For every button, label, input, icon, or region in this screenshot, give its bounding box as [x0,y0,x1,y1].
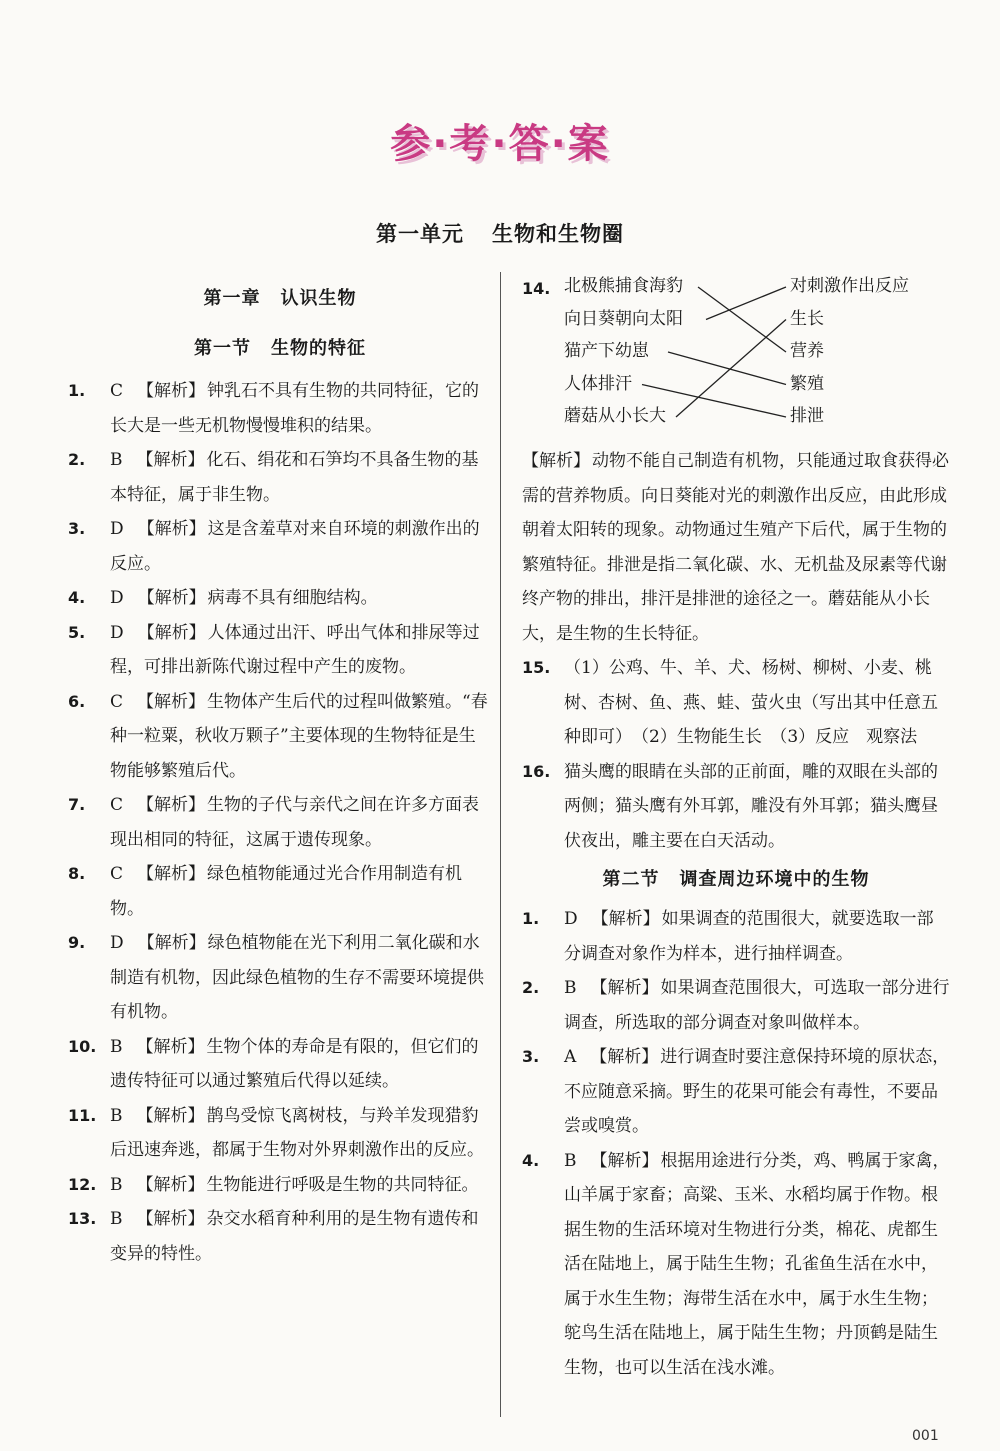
question-number: 5. [68,622,86,642]
answer-choice: A [564,1047,577,1067]
answer-list [68,374,492,1271]
answer-item [522,1040,950,1144]
unit-number: 第一单元 [376,222,464,246]
match-left-item: 蘑菇从小长大 [564,406,666,426]
match-right-item: 繁殖 [790,373,824,394]
explanation-text: 根据用途进行分类，鸡、鸭属于家禽，山羊属于家畜；高粱、玉米、水稻均属于作物。根据生物的生活环境对生物进行分类，棉花、虎都生活在陆地上，属于陆生生物；孔雀鱼生活在水中，属于水生生物；海带生活在水中，属于水生生物；鸵鸟生活在陆地上，属于陆生生物；丹顶鹤是陆生生物，也可以生活在浅水滩。 [564,1150,950,1378]
explanation-text: 鹊鸟受惊飞离树枝，与羚羊发现猎豹后迅速奔逃，都属于生物对外界刺激作出的反应。 [110,1105,484,1160]
section-name: 调查周边环境中的生物 [679,869,870,890]
question-14 [522,272,950,444]
match-right-item: 排泄 [790,406,824,426]
column-divider [500,272,501,1417]
question-number: 4. [522,1150,540,1170]
answer-choice: B [564,978,577,998]
explanation-text: 绿色植物能在光下利用二氧化碳和水制造有机物，因此绿色植物的生存不需要环境提供有机物。 [110,933,484,1022]
analysis-tag: 【解析】 [137,519,206,539]
question-number: 12. [68,1174,97,1194]
question-number: 6. [68,691,86,711]
answer-choice: C [110,691,124,712]
match-left-item: 向日葵朝向太阳 [564,308,683,329]
question-number: 4. [68,588,86,607]
answer-choice: C [110,864,124,884]
left-column [68,274,492,1271]
explanation-text: 杂交水稻育种利用的是生物有遗传和变异的特性。 [110,1209,479,1264]
analysis-tag: 【解析】 [136,1105,205,1126]
answer-item [68,926,492,1030]
analysis-tag: 【解析】 [137,381,206,401]
answer-choice: B [110,450,123,470]
answer-item [68,443,492,512]
question-number: 8. [68,864,86,883]
answer-item [68,685,492,789]
answer-item [68,788,492,857]
answer-choice: D [110,588,124,608]
answer-item [522,971,950,1040]
section-heading [522,858,950,902]
question-15 [522,651,950,755]
analysis-tag: 【解析】 [522,451,590,471]
answer-item [68,1099,492,1168]
question-number: 16. [522,761,551,781]
question-number: 9. [68,933,86,952]
explanation-text: 如果调查的范围很大，就要选取一部分调查对象作为样本，进行抽样调查。 [564,909,934,964]
answer-item [522,902,950,971]
question-number: 14. [522,279,551,298]
analysis-tag: 【解析】 [590,1047,659,1067]
explanation-text: 生物体产生后代的过程叫做繁殖。“春种一粒粟，秋收万颗子”主要体现的生物特征是生物能够繁殖后代。 [110,691,488,781]
analysis-tag: 【解析】 [137,691,206,712]
question-number: 2. [68,450,86,469]
answer-text: （1）公鸡、牛、羊、犬、杨树、柳树、小麦、桃树、杏树、鱼、燕、蛙、萤火虫（写出其中任意五种即可） （2）生物能生长 （3）反应 观察法 [564,658,938,747]
explanation-text: 这是含羞草对来自环境的刺激作出的反应。 [110,519,480,574]
question-number: 3. [522,1047,540,1066]
chapter-name: 认识生物 [280,288,357,309]
answer-choice: D [110,622,124,643]
question-number: 3. [68,519,86,538]
chapter-heading [68,274,492,324]
match-left-item: 人体排汗 [564,373,632,394]
section-number: 第二节 [602,869,660,890]
answer-choice: C [110,795,124,815]
analysis-tag: 【解析】 [590,978,659,998]
explanation-text: 生物个体的寿命是有限的，但它们的遗传特征可以通过繁殖后代得以延续。 [110,1036,479,1091]
explanation-text: 病毒不具有细胞结构。 [207,588,378,608]
match-line [676,320,786,418]
question-16 [522,755,950,859]
explanation-text: 化石、绢花和石笋均不具备生物的基本特征，属于非生物。 [110,450,479,505]
answer-item [68,512,492,581]
answer-choice: D [110,519,124,539]
page-title: 参·考·答·案 [390,121,610,167]
match-left-item: 北极熊捕食海豹 [564,276,683,296]
section-name: 生物的特征 [271,338,366,359]
analysis-tag: 【解析】 [137,933,206,953]
match-line [706,287,786,320]
answer-choice: B [110,1209,123,1229]
section-number: 第一节 [194,338,251,359]
analysis-tag: 【解析】 [591,909,660,929]
match-line [698,287,786,352]
question-number: 7. [68,795,86,814]
answer-list [522,902,950,1385]
explanation-text: 绿色植物能通过光合作用制造有机物。 [110,864,463,919]
analysis-tag: 【解析】 [590,1150,659,1171]
question-number: 13. [68,1209,97,1228]
explanation-text: 人体通过出汗、呼出气体和排尿等过程，可排出新陈代谢过程中产生的废物。 [110,622,480,677]
section-heading [68,324,492,374]
explanation-text: 生物的子代与亲代之间在许多方面表现出相同的特征，这属于遗传现象。 [110,795,480,850]
answer-item [68,1030,492,1099]
answer-item [68,374,492,443]
chapter-number: 第一章 [203,288,261,309]
explanation-text: 生物能进行呼吸是生物的共同特征。 [206,1174,479,1195]
analysis-tag: 【解析】 [137,622,206,643]
explanation-text: 进行调查时要注意保持环境的原状态，不应随意采摘。野生的花果可能会有毒性，不要品尝或嗅赏。 [564,1047,950,1136]
answer-choice: D [110,933,124,953]
explanation-text: 动物不能自己制造有机物，只能通过取食获得必需的营养物质。向日葵能对光的刺激作出反应，由此形成朝着太阳转的现象。动物通过生殖产下后代，属于生物的繁殖特征。排泄是指二氧化碳、水、无机盐及尿素等代谢终产物的排出，排汗是排泄的途径之一。蘑菇能从小长大，是生物的生长特征。 [522,451,949,644]
answer-item [522,1144,950,1386]
question-number: 11. [68,1105,97,1125]
matching-diagram [564,272,950,444]
answer-choice: B [110,1174,123,1195]
answer-choice: B [110,1036,123,1057]
analysis-tag: 【解析】 [137,795,206,815]
analysis-tag: 【解析】 [137,864,206,884]
answer-text: 猫头鹰的眼睛在头部的正前面，雕的双眼在头部的两侧；猫头鹰有外耳郭，雕没有外耳郭；猫头鹰昼伏夜出，雕主要在白天活动。 [564,761,938,851]
match-right-item: 对刺激作出反应 [790,276,909,296]
answer-item [68,857,492,926]
answer-item [68,616,492,685]
match-left-item: 猫产下幼崽 [564,341,649,361]
answer-choice: D [564,909,578,929]
analysis-tag: 【解析】 [136,450,205,470]
question-number: 10. [68,1036,97,1056]
page-number: 001 [912,1428,939,1444]
match-right-item: 营养 [790,341,824,361]
match-right-item: 生长 [790,308,824,329]
analysis-tag: 【解析】 [137,588,206,608]
analysis-tag: 【解析】 [136,1174,205,1195]
answer-choice: B [110,1105,123,1126]
explanation-text: 如果调查范围很大，可选取一部分进行调查，所选取的部分调查对象叫做样本。 [564,978,950,1033]
analysis-tag: 【解析】 [136,1209,205,1229]
match-line [668,352,786,385]
analysis-tag: 【解析】 [136,1036,205,1057]
question-number: 15. [522,658,551,677]
unit-name: 生物和生物圈 [492,222,624,246]
answer-choice: C [110,381,124,401]
q14-explanation [522,444,950,651]
question-number: 1. [522,909,540,928]
answer-item [68,1168,492,1203]
unit-title [0,218,1000,248]
question-number: 2. [522,978,540,997]
right-column [522,272,950,1385]
answer-item [68,1202,492,1271]
explanation-text: 钟乳石不具有生物的共同特征，它的长大是一些无机物慢慢堆积的结果。 [110,381,480,436]
question-number: 1. [68,381,86,400]
answer-item [68,581,492,616]
answer-choice: B [564,1150,577,1171]
